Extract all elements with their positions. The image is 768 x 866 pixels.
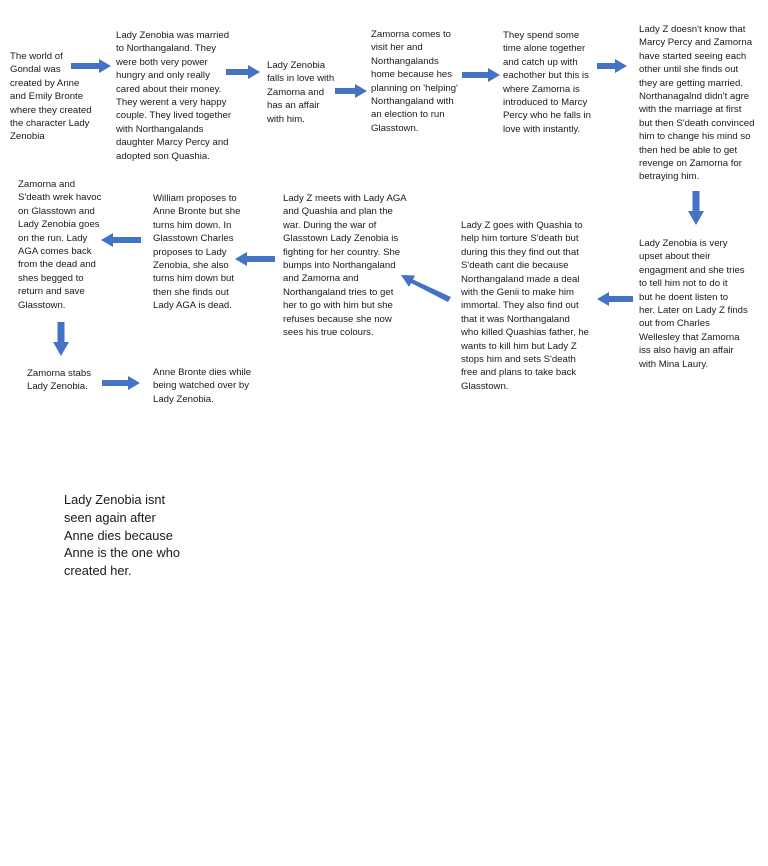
right-arrow-icon bbox=[71, 59, 111, 73]
right-arrow-icon bbox=[102, 376, 140, 390]
step-married: Lady Zenobia was married to Northangaland. They were both very power hungry and only really cared about their money. They werent a very happy couple. They lived together with Northangalands daughter Marcy Percy and adopted son Quashia. bbox=[116, 30, 232, 162]
right-arrow-icon bbox=[335, 84, 367, 98]
step-betrayal: Lady Z doesn't know that Marcy Percy and Zamorna have started seeing each other until she finds out they are getting married. Northanagalnd didn't agre with the marriage at first but then S'death convinced him to change his mind so then hed be able to get revenge on Zamorna for betraying him. bbox=[639, 24, 755, 183]
step-william: William proposes to Anne Bronte but she turns him down. In Glasstown Charles proposes to Lady Zenobia, she also turns him down but then she finds out Lady AGA is dead. bbox=[153, 193, 241, 312]
down-arrow-icon bbox=[688, 191, 704, 225]
step-stabs: Zamorna stabs Lady Zenobia. bbox=[27, 368, 91, 393]
left-arrow-icon bbox=[235, 252, 275, 266]
left-arrow-icon bbox=[597, 292, 633, 306]
right-arrow-icon bbox=[462, 68, 500, 82]
up-left-arrow-icon bbox=[401, 273, 451, 303]
step-affair: Lady Zenobia falls in love with Zamorna and has an affair with him. bbox=[267, 60, 335, 125]
step-visit: Zamorna comes to visit her and Northangalands home because hes planning on 'helping' Northangaland with an election to run Glasstown. bbox=[371, 29, 458, 134]
step-gondal: The world of Gondal was created by Anne and Emily Bronte where they created the character Lady Zenobia bbox=[10, 51, 92, 143]
step-anne-dies: Anne Bronte dies while being watched over by Lady Zenobia. bbox=[153, 367, 252, 405]
step-time-alone: They spend some time alone together and catch up with eachother but this is where Zamorna is introduced to Marcy Percy who he falls in love with instantly. bbox=[503, 30, 591, 135]
right-arrow-icon bbox=[597, 59, 627, 73]
step-quashia: Lady Z goes with Quashia to help him torture S'death but during this they find out that S'death cant die because Northangaland made a deal with the Genii to make him immortal. They also find out that it was Northangaland who killed Quashias father, he wants to kill him but Lady Z stops him and sets S'death free and plans to take back Glasstown. bbox=[461, 220, 589, 392]
left-arrow-icon bbox=[101, 233, 141, 247]
step-havoc: Zamorna and S'death wrek havoc on Glasstown and Lady Zenobia goes on the run. Lady AGA comes back from the dead and shes begged to return and save Glasstown. bbox=[18, 179, 102, 311]
closing-note: Lady Zenobia isnt seen again after Anne dies because Anne is the one who created her. bbox=[64, 492, 180, 579]
right-arrow-icon bbox=[226, 65, 260, 79]
step-upset: Lady Zenobia is very upset about their engagment and she tries to tell him not to do it but he doent listen to her. Later on Lady Z finds out from Charles Wellesley that Zamorna iss also havig an affair with Mina Laury. bbox=[639, 238, 748, 370]
step-aga-war: Lady Z meets with Lady AGA and Quashia and plan the war. During the war of Glasstown Lady Zenobia is fighting for her country. She bumps into Northangaland and Zamorna and Northangaland tries to get her to go with him but she refuses because she now sees his true colours. bbox=[283, 193, 407, 339]
down-arrow-icon bbox=[53, 322, 69, 356]
